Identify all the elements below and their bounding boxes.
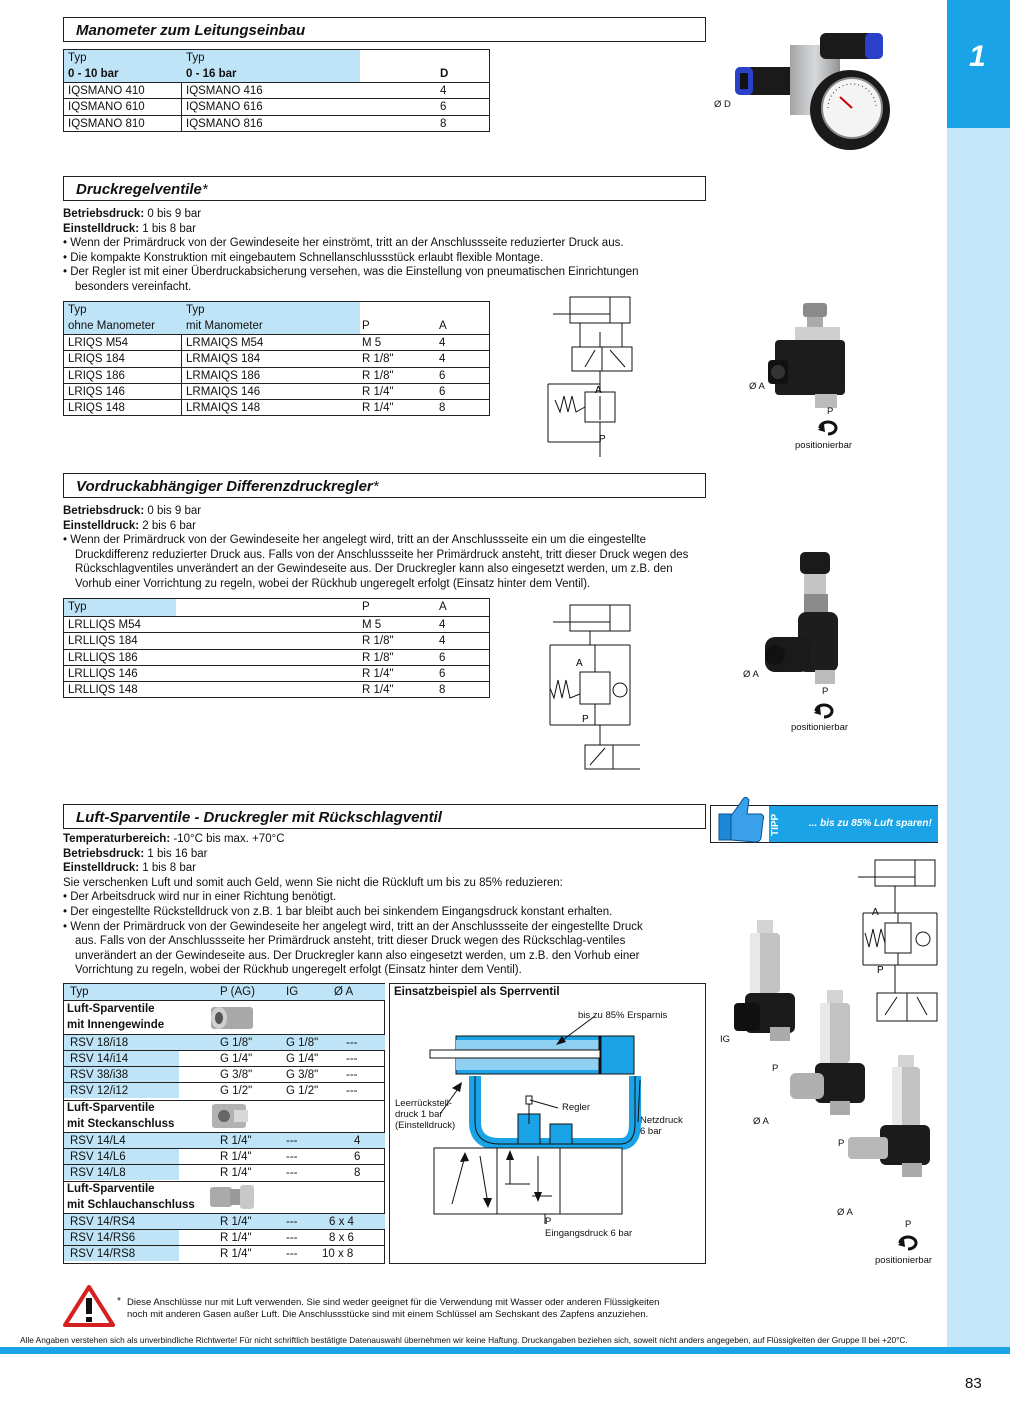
disclaimer: Alle Angaben verstehen sich als unverbindliche Richtwerte! Für nicht schriftlich bestätigte Datenauswahl übernehmen wir keine Haftung. Druckangaben beziehen sich, soweit nicht anders angegeben, auf Flüssigkeiten der Gruppe II bei +20°C.: [20, 1335, 908, 1345]
table-row: LRLLIQS 184 R 1/8" 4: [64, 632, 489, 648]
dimension-label: Ø D: [714, 99, 731, 110]
warning-text: Diese Anschlüsse nur mit Luft verwenden. Sie sind weder geeignet für die Verwendung mit Wasser oder anderen Flüssigkeiten noch mit anderen Gasen außer Luft. Die Anschlussstücke sind mit einem Schlüssel am Sechskant des Zapfens anzuziehen.: [127, 1297, 660, 1320]
rotate-icon: [812, 701, 836, 721]
differenz-product-image: [760, 552, 855, 692]
chapter-tab: [947, 0, 1010, 128]
svg-text:A: A: [576, 658, 583, 669]
table-row: LRLLIQS 146 R 1/4" 6: [64, 665, 489, 681]
luft-specs: Temperaturbereich: -10°C bis max. +70°C Betriebsdruck: 1 bis 16 bar Einstelldruck: 1 bis 8 bar Sie verschenken Luft und somit auch Geld, wenn Sie nicht die Rückluft um bis zu 85% reduzieren: • Der Arbeitsdruck wird nur in einer Richtung benötigt. • Der eingestellte Rückstelldruck von z.B. 1 bar bleibt auch bei sinkendem Eingangsdruck konstant erhalten. • Wenn der Primärdruck von der Gewindeseite her angelegt wird, tritt an der Anschlussseite der eingestellte Druck aus. Falls von der Anschlussseite her Primärdruck ansteht, tritt dieser Druck wegen des Rückschlag-ventiles unverändert an der Gewindeseite aus. Der Druckregler kann also eingesetzt werden, um z.B. den Vorhub einer Vorrichtung zu regeln, wobei der Rückhub ungeregelt erfolgt (Einsatz hinter dem Ventil).: [63, 832, 713, 978]
svg-text:P: P: [877, 965, 884, 976]
table-row: LRIQS M54 LRMAIQS M54 M 5 4: [64, 334, 489, 350]
fitting-image: [209, 1004, 255, 1032]
page-number: 83: [965, 1375, 982, 1392]
differenz-schematic: [540, 600, 640, 775]
port-label: A: [595, 385, 602, 396]
section-title-manometer: Manometer zum Leitungseinbau: [63, 17, 706, 42]
table-row: LRLLIQS 186 R 1/8" 6: [64, 649, 489, 665]
fitting-image: [206, 1183, 258, 1211]
luft-product-images: [730, 915, 950, 1225]
chapter-number: 1: [969, 40, 986, 73]
manometer-product-image: [730, 25, 930, 155]
table-row: LRIQS 184 LRMAIQS 184 R 1/8" 4: [64, 350, 489, 366]
differenz-specs: Betriebsdruck: 0 bis 9 bar Einstelldruck: 2 bis 6 bar • Wenn der Primärdruck von der Gewindeseite her angelegt wird, tritt an der Anschlussseite ein um die eingestellte Druckdifferenz reduzierter Druck aus. Falls von der Anschlussseite her Primärdruck ansteht, tritt dieser Druck wegen des Rückschlagventiles unverändert an der Gewindeseite aus. Der Druckregler kann also eingesetzt werden, um z.B. den Vorhub einer Vorrichtung zu regeln, wobei der Rückhub ungeregelt erfolgt (Einsatz hinter dem Ventil).: [63, 504, 713, 592]
manometer-table: Typ Typ 0 - 10 bar 0 - 16 bar D IQSMANO 410 IQSMANO 416 4 IQSMANO 610 IQSMANO 616 6 IQSMANO 810 IQSMANO 816 8: [63, 49, 490, 132]
fitting-image: [206, 1102, 252, 1130]
svg-text:A: A: [872, 907, 879, 918]
thumbs-up-icon: [715, 792, 767, 844]
rotate-icon: [896, 1233, 920, 1253]
table-row: LRLLIQS M54 M 5 4: [64, 616, 489, 632]
druckregel-table: Typ Typ ohne Manometer mit Manometer P A LRIQS M54 LRMAIQS M54 M 5 4 LRIQS 184 LRMAIQS 184 R 1/8" 4 LRIQS 186 LRMAIQS 186 R 1/8" 6 LRIQS 146 LRMAIQS 146 R 1/4" 6 LRIQS 148 LRMAIQS 148 R 1/4" 8: [63, 301, 490, 416]
tipp-text: ... bis zu 85% Luft sparen!: [809, 818, 932, 829]
table-row: LRLLIQS 148 R 1/4" 8: [64, 681, 489, 697]
table-row: IQSMANO 810 IQSMANO 816 8: [64, 115, 489, 131]
differenz-table: Typ P A LRLLIQS M54 M 5 4 LRLLIQS 184 R 1/8" 4 LRLLIQS 186 R 1/8" 6 LRLLIQS 146 R 1/4" 6 LRLLIQS 148 R 1/4" 8: [63, 598, 490, 698]
chapter-sidebar: [947, 0, 1010, 1350]
table-row: LRIQS 148 LRMAIQS 148 R 1/4" 8: [64, 399, 489, 415]
footer-bar: [0, 1347, 1010, 1354]
rotate-icon: [816, 418, 840, 438]
section-title-luft-sparventile: Luft-Sparventile - Druckregler mit Rückschlagventil: [63, 804, 706, 829]
table-row: LRIQS 146 LRMAIQS 146 R 1/4" 6: [64, 383, 489, 399]
warning-icon: [63, 1284, 115, 1328]
port-label: P: [599, 434, 606, 445]
svg-text:P: P: [582, 714, 589, 725]
tipp-label: TIPP: [770, 813, 781, 836]
section-title-differenzdruckregler: Vordruckabhängiger Differenzdruckregler*: [63, 473, 706, 498]
druckregel-specs: Betriebsdruck: 0 bis 9 bar Einstelldruck: 1 bis 8 bar • Wenn der Primärdruck von der Gewindeseite her einströmt, tritt an der Anschlussseite reduzierter Druck aus. • Die kompakte Konstruktion mit eingebautem Schnellanschlussstück erlaubt flexible Montage. • Der Regler ist mit einer Überdruckabsicherung versehen, was die Einstellung von pneumatischen Einrichtungen besonders vereinfacht.: [63, 207, 713, 295]
luft-sparventile-table: Typ P (AG) IG Ø A Luft-Sparventile mit Innengewinde RSV 18/i18 G 1/8" G 1/8" --- RSV 14/i14 G 1/4" G 1/4" --- RSV 38/i38 G 3/8" G 3/8" --- RSV 12/i12 G 1/2" G 1/2" --- Luft-Sparventile mit Steckanschluss RSV 14/L4 R 1/4" --- 4 RSV 14/L6 R 1/4" --- 6 RSV 14/L8 R 1/4" --- 8 Luft-Sparventile mit Schlauchanschluss RSV 14/RS4 R 1/4" --- 6 x 4 RSV 14/RS6 R 1/4" --- 8 x 6 RSV 14/RS8 R 1/4" --- 10 x 8: [63, 983, 385, 1264]
table-row: LRIQS 186 LRMAIQS 186 R 1/8" 6: [64, 367, 489, 383]
druckregel-schematic: [540, 292, 640, 462]
section-title-druckregelventile: Druckregelventile*: [63, 176, 706, 201]
einsatzbeispiel-title: Einsatzbeispiel als Sperrventil: [394, 986, 560, 998]
einsatzbeispiel-box: Einsatzbeispiel als Sperrventil bis zu 85% Ersparnis Leerrückstell- druck 1 bar (Einstelldruck) Regler Netzdruck 6 bar P Eingangsdruck 6 bar: [389, 983, 706, 1264]
druckregel-product-image: [765, 300, 855, 410]
sperrventil-diagram: [390, 984, 707, 1265]
tipp-banner: [710, 805, 938, 843]
table-row: IQSMANO 410 IQSMANO 416 4: [64, 82, 489, 98]
table-row: IQSMANO 610 IQSMANO 616 6: [64, 98, 489, 114]
